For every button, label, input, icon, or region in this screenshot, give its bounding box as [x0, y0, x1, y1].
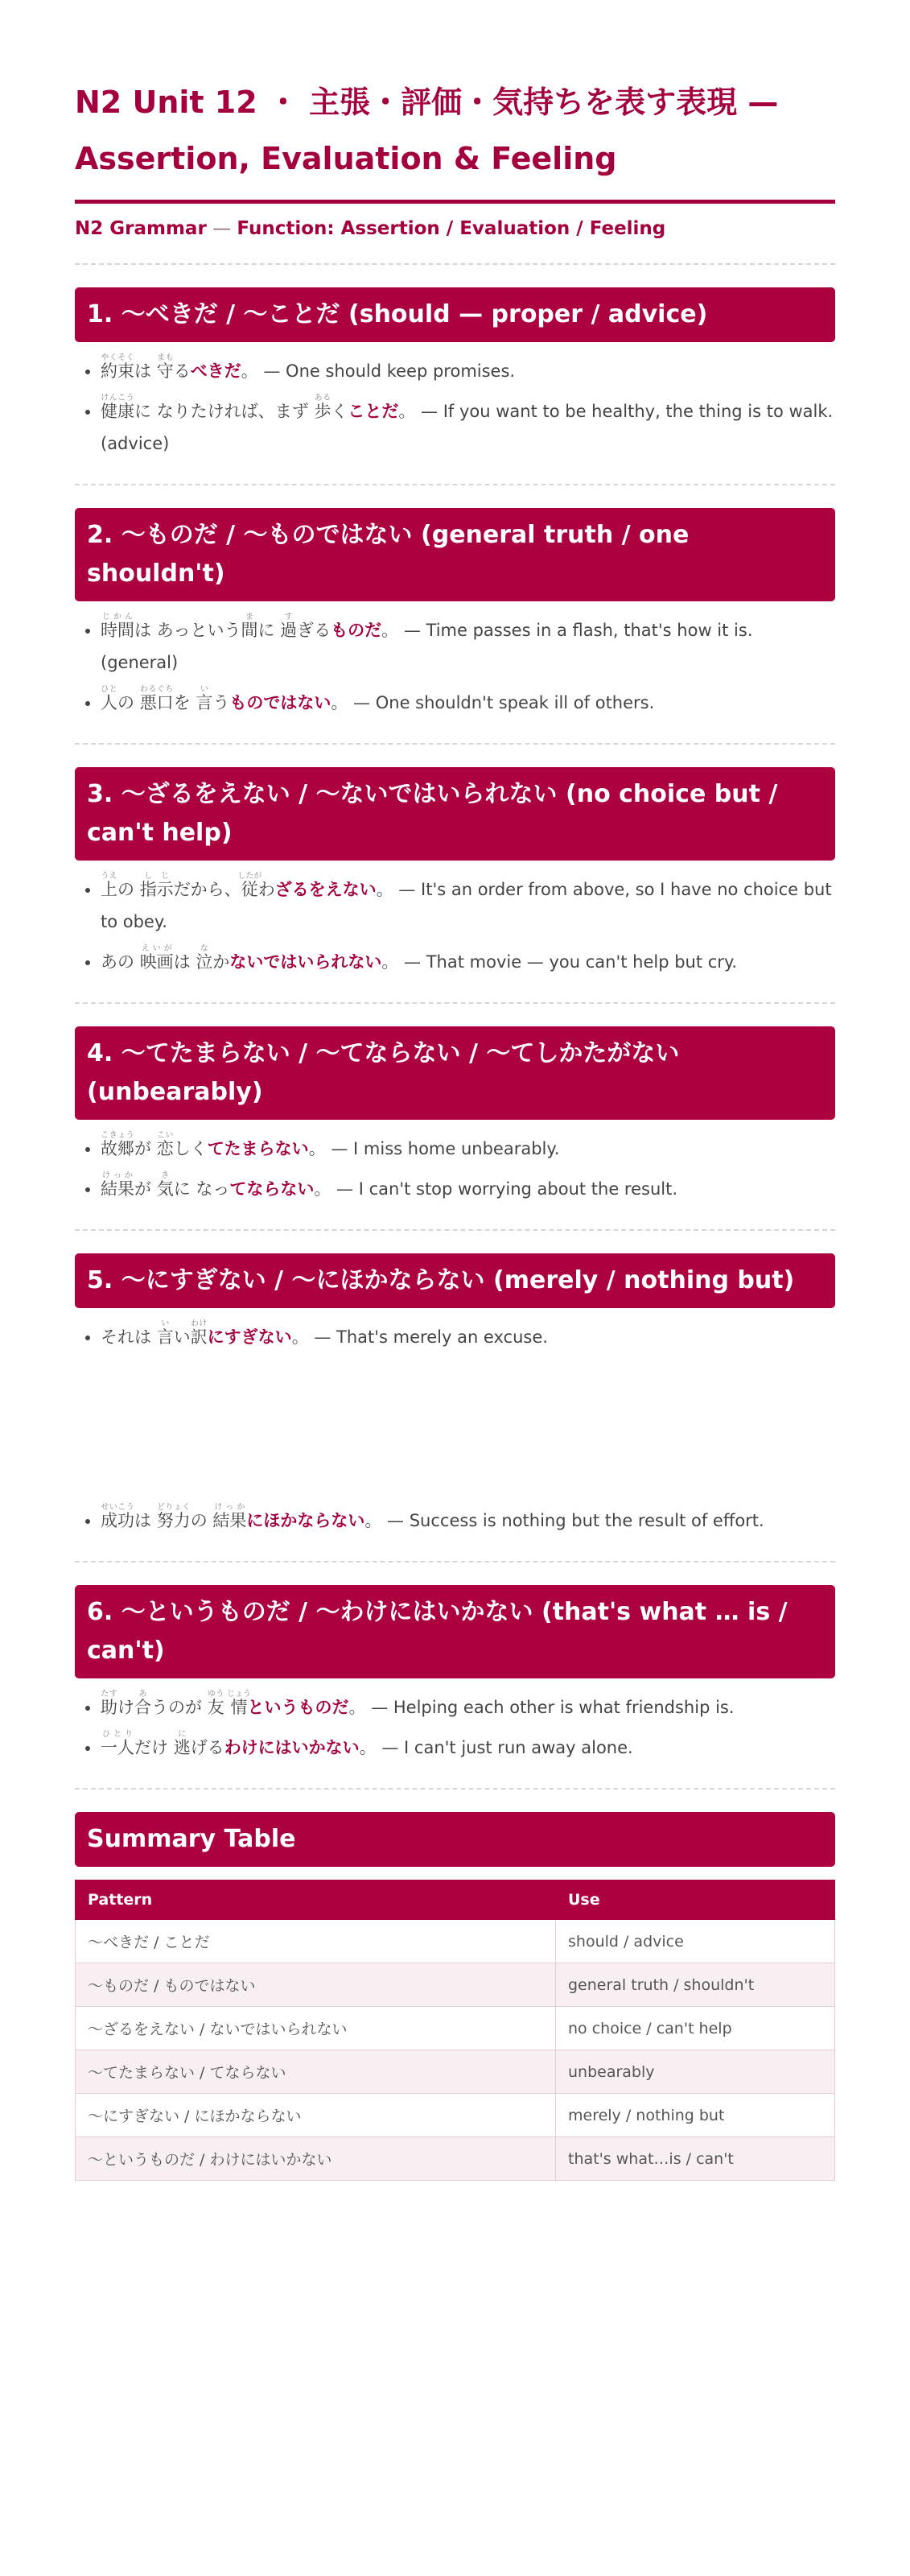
- furigana-word: [134, 1690, 151, 1717]
- furigana-word: [101, 1503, 134, 1530]
- kanji-base: 成功: [101, 1511, 134, 1530]
- grammar-pattern-highlight: ことだ: [348, 402, 399, 421]
- summary-pattern-cell: 〜べきだ / ことだ: [76, 1920, 556, 1963]
- summary-pattern-cell: 〜ものだ / ものではない: [76, 1963, 556, 2007]
- example-list: [75, 872, 835, 978]
- furigana-reading: えいが: [139, 944, 174, 953]
- kanji-base: 人: [101, 693, 117, 712]
- sentence-text: げる: [190, 1738, 224, 1757]
- sentence-text: 。 — That's merely an excuse.: [291, 1327, 548, 1347]
- furigana-reading: あ: [134, 1690, 151, 1699]
- example-sentence: [101, 1131, 835, 1165]
- table-row: [76, 1963, 835, 2007]
- furigana-word: [101, 1131, 134, 1158]
- furigana-word: [101, 685, 117, 712]
- sentence-text: 。 — I can't just run away alone.: [359, 1738, 633, 1757]
- example-sentence: [101, 394, 835, 460]
- grammar-pattern-highlight: ざるをえない: [274, 880, 377, 899]
- kanji-base: 映画: [139, 952, 174, 972]
- summary-col-use: Use: [556, 1880, 835, 1920]
- summary-col-pattern: Pattern: [76, 1880, 556, 1920]
- furigana-reading: ある: [314, 394, 331, 402]
- example-sentence: [101, 1319, 835, 1353]
- table-row: [76, 2050, 835, 2094]
- furigana-word: [196, 944, 213, 972]
- kanji-base: 悪口: [139, 693, 174, 712]
- sentence-text: は: [173, 952, 196, 972]
- kanji-base: 歩: [314, 402, 331, 421]
- section-divider: [75, 1788, 835, 1790]
- kanji-base: 従: [237, 880, 262, 899]
- grammar-pattern-highlight: ものではない: [229, 693, 331, 712]
- grammar-pattern-highlight: というものだ: [247, 1698, 349, 1717]
- furigana-reading: しじ: [139, 872, 174, 881]
- furigana-word: [101, 1171, 134, 1199]
- summary-use-cell: should / advice: [556, 1920, 835, 1963]
- subtitle-lead: N2 Grammar: [75, 218, 207, 239]
- sentence-text: 。 — One shouldn't speak ill of others.: [331, 693, 655, 712]
- furigana-reading: けっか: [212, 1503, 247, 1512]
- section-heading: 1. 〜べきだ / 〜ことだ (should — proper / advice): [75, 287, 835, 342]
- summary-pattern-cell: 〜ざるをえない / ないではいられない: [76, 2007, 556, 2050]
- furigana-reading: す: [280, 613, 298, 621]
- kanji-base: 指示: [139, 880, 174, 899]
- sentence-text: は: [134, 1511, 157, 1530]
- table-row: [76, 2007, 835, 2050]
- example-sentence: [101, 872, 835, 938]
- example-sentence: [101, 353, 835, 387]
- example-sentence: [101, 685, 835, 719]
- kanji-base: 言: [196, 693, 213, 712]
- furigana-word: [207, 1690, 224, 1717]
- kanji-base: 過: [280, 621, 298, 640]
- section-heading: 4. 〜てたまらない / 〜てならない / 〜てしかたがない (unbearably): [75, 1026, 835, 1120]
- sentence-text: 。 — I miss home unbearably.: [308, 1139, 560, 1158]
- example-list: [75, 613, 835, 719]
- sentence-text: か: [212, 952, 230, 972]
- furigana-word: [101, 872, 117, 899]
- grammar-pattern-highlight: にほかならない: [246, 1511, 365, 1530]
- furigana-reading: ひと: [101, 685, 117, 694]
- sentence-text: は あっという: [134, 621, 241, 640]
- furigana-word: [212, 1503, 247, 1530]
- summary-heading: Summary Table: [75, 1812, 835, 1867]
- furigana-reading: うえ: [101, 872, 117, 881]
- sentence-text: を: [173, 693, 196, 712]
- furigana-reading: き: [156, 1171, 174, 1180]
- kanji-base: 合: [134, 1698, 151, 1717]
- furigana-word: [139, 685, 174, 712]
- grammar-pattern-highlight: ものだ: [331, 621, 382, 640]
- furigana-reading: い: [156, 1319, 174, 1328]
- grammar-pattern-highlight: てたまらない: [207, 1139, 309, 1158]
- sentence-text: の: [190, 1511, 213, 1530]
- kanji-base: 上: [101, 880, 117, 899]
- furigana-reading: まも: [156, 353, 174, 362]
- table-row: [76, 1920, 835, 1963]
- furigana-word: [156, 1503, 191, 1530]
- table-row: [76, 2137, 835, 2181]
- sentence-text: わ: [257, 880, 275, 899]
- section-heading: 3. 〜ざるをえない / 〜ないではいられない (no choice but / can't help): [75, 767, 835, 861]
- section-divider: [75, 484, 835, 485]
- sentence-text: が: [134, 1179, 157, 1199]
- sentence-text: だけ: [134, 1738, 174, 1757]
- example-list: [75, 353, 835, 460]
- grammar-pattern-highlight: てならない: [229, 1179, 315, 1199]
- sentence-text: 。 — It's an order from above, so I have no choice but to obey.: [101, 880, 832, 931]
- furigana-reading: い: [196, 685, 213, 694]
- section-heading: 6. 〜というものだ / 〜わけにはいかない (that's what … is / can't): [75, 1585, 835, 1678]
- kanji-base: 守: [156, 361, 174, 381]
- kanji-base: 友: [207, 1698, 224, 1717]
- blank-gap: [101, 1360, 835, 1496]
- sentence-text: の: [117, 693, 140, 712]
- grammar-pattern-highlight: にすぎない: [207, 1327, 292, 1347]
- furigana-reading: たす: [101, 1690, 117, 1699]
- furigana-word: [101, 394, 134, 421]
- sentence-text: う: [212, 693, 230, 712]
- subtitle-rest: Function: Assertion / Evaluation / Feeling: [237, 218, 666, 239]
- furigana-reading: わるぐち: [139, 685, 174, 694]
- kanji-base: 訳: [190, 1327, 208, 1347]
- furigana-reading: な: [196, 944, 213, 953]
- furigana-reading: ゆう: [207, 1690, 224, 1699]
- example-list: [75, 1690, 835, 1764]
- furigana-word: [314, 394, 331, 421]
- kanji-base: 結果: [101, 1179, 134, 1199]
- sentence-text: それは: [101, 1327, 157, 1347]
- title-divider: [75, 200, 835, 204]
- table-row: [76, 2094, 835, 2137]
- example-sentence: [101, 1503, 835, 1537]
- kanji-base: 約束: [101, 361, 134, 381]
- sentence-text: の: [117, 880, 140, 899]
- kanji-base: 一人: [101, 1738, 134, 1757]
- page-subtitle: [75, 218, 835, 239]
- example-sentence: [101, 1690, 835, 1724]
- sentence-text: 。 — If you want to be healthy, the thing is to walk. (advice): [101, 402, 834, 453]
- furigana-word: [139, 872, 174, 899]
- furigana-reading: どりょく: [156, 1503, 191, 1512]
- example-sentence: [101, 613, 835, 679]
- furigana-word: [190, 1319, 208, 1347]
- page-title-line1: N2 Unit 12 ・ 主張・評価・気持ちを表す表現 —: [75, 85, 779, 120]
- furigana-reading: じょう: [227, 1690, 252, 1699]
- sentence-text: 。 — I can't stop worrying about the result.: [314, 1179, 678, 1199]
- section-divider: [75, 263, 835, 265]
- example-list: [75, 1131, 835, 1205]
- furigana-reading: けっか: [101, 1171, 134, 1180]
- summary-use-cell: merely / nothing but: [556, 2094, 835, 2137]
- sentence-text: る: [173, 361, 191, 381]
- furigana-word: [173, 1730, 191, 1757]
- section-divider: [75, 743, 835, 745]
- section-heading: 5. 〜にすぎない / 〜にほかならない (merely / nothing but): [75, 1253, 835, 1308]
- kanji-base: 情: [227, 1698, 252, 1717]
- kanji-base: 言: [156, 1327, 174, 1347]
- sentence-text: い: [173, 1327, 191, 1347]
- summary-pattern-cell: 〜というものだ / わけにはいかない: [76, 2137, 556, 2181]
- summary-use-cell: no choice / can't help: [556, 2007, 835, 2050]
- example-sentence: [101, 1730, 835, 1764]
- kanji-base: 助: [101, 1698, 117, 1717]
- furigana-word: [101, 1690, 117, 1717]
- furigana-reading: ひとり: [101, 1730, 134, 1739]
- sentence-text: あの: [101, 952, 140, 972]
- sentence-text: け: [117, 1698, 134, 1717]
- furigana-word: [139, 944, 174, 972]
- kanji-base: 故郷: [101, 1139, 134, 1158]
- sentence-text: 。 — Time passes in a flash, that's how it is. (general): [101, 621, 753, 672]
- sentence-text: だから、: [173, 880, 241, 899]
- summary-use-cell: general truth / shouldn't: [556, 1963, 835, 2007]
- sentence-text: に なっ: [173, 1179, 230, 1199]
- page-title: [75, 74, 835, 187]
- section-divider: [75, 1002, 835, 1004]
- furigana-word: [156, 353, 174, 381]
- sentence-text: しく: [173, 1139, 208, 1158]
- furigana-reading: こきょう: [101, 1131, 134, 1140]
- kanji-base: 間: [241, 621, 258, 640]
- sentence-text: ぎる: [297, 621, 331, 640]
- sentence-text: が: [134, 1139, 157, 1158]
- furigana-reading: したが: [237, 872, 262, 881]
- kanji-base: 恋: [156, 1139, 174, 1158]
- sentence-text: 。 — Success is nothing but the result of effort.: [364, 1511, 764, 1530]
- furigana-reading: に: [173, 1730, 191, 1739]
- kanji-base: 気: [156, 1179, 174, 1199]
- furigana-reading: せいこう: [101, 1503, 134, 1512]
- furigana-reading: じかん: [101, 613, 134, 621]
- sentence-text: 。 — One should keep promises.: [241, 361, 516, 381]
- grammar-pattern-highlight: わけにはいかない: [224, 1738, 360, 1757]
- furigana-reading: けんこう: [101, 394, 134, 402]
- furigana-word: [101, 353, 134, 381]
- kanji-base: 泣: [196, 952, 213, 972]
- grammar-pattern-highlight: ないではいられない: [229, 952, 382, 972]
- grammar-sections: [75, 263, 835, 1764]
- summary-header-row: [76, 1880, 835, 1920]
- furigana-word: [241, 613, 258, 640]
- summary-use-cell: that's what…is / can't: [556, 2137, 835, 2181]
- kanji-base: 逃: [173, 1738, 191, 1757]
- summary-table: [75, 1880, 835, 2181]
- furigana-word: [101, 613, 134, 640]
- furigana-reading: わけ: [190, 1319, 208, 1328]
- sentence-text: に: [257, 621, 281, 640]
- section-divider: [75, 1561, 835, 1563]
- furigana-word: [237, 872, 262, 899]
- sentence-text: 。 — Helping each other is what friendship is.: [348, 1698, 735, 1717]
- kanji-base: 結果: [212, 1511, 247, 1530]
- example-list: [75, 1319, 835, 1537]
- furigana-word: [156, 1171, 174, 1199]
- section-divider: [75, 1229, 835, 1231]
- example-sentence: [101, 1171, 835, 1205]
- furigana-word: [227, 1690, 252, 1717]
- summary-use-cell: unbearably: [556, 2050, 835, 2094]
- example-sentence: [101, 944, 835, 978]
- kanji-base: 健康: [101, 402, 134, 421]
- furigana-reading: ま: [241, 613, 258, 621]
- subtitle-dash: —: [206, 218, 237, 239]
- page-title-line2: Assertion, Evaluation & Feeling: [75, 141, 617, 176]
- summary-pattern-cell: 〜にすぎない / にほかならない: [76, 2094, 556, 2137]
- section-heading: 2. 〜ものだ / 〜ものではない (general truth / one shouldn't): [75, 508, 835, 601]
- sentence-text: に なりたければ、まず: [134, 402, 315, 421]
- sentence-text: 。 — That movie — you can't help but cry.: [381, 952, 738, 972]
- summary-pattern-cell: 〜てたまらない / てならない: [76, 2050, 556, 2094]
- furigana-reading: こい: [156, 1131, 174, 1140]
- furigana-word: [156, 1131, 174, 1158]
- kanji-base: 時間: [101, 621, 134, 640]
- furigana-reading: やくそく: [101, 353, 134, 362]
- furigana-word: [101, 1730, 134, 1757]
- furigana-word: [156, 1319, 174, 1347]
- furigana-word: [280, 613, 298, 640]
- sentence-text: く: [331, 402, 348, 421]
- furigana-word: [196, 685, 213, 712]
- grammar-pattern-highlight: べきだ: [190, 361, 241, 381]
- sentence-text: は: [134, 361, 157, 381]
- sentence-text: うのが: [151, 1698, 208, 1717]
- kanji-base: 努力: [156, 1511, 191, 1530]
